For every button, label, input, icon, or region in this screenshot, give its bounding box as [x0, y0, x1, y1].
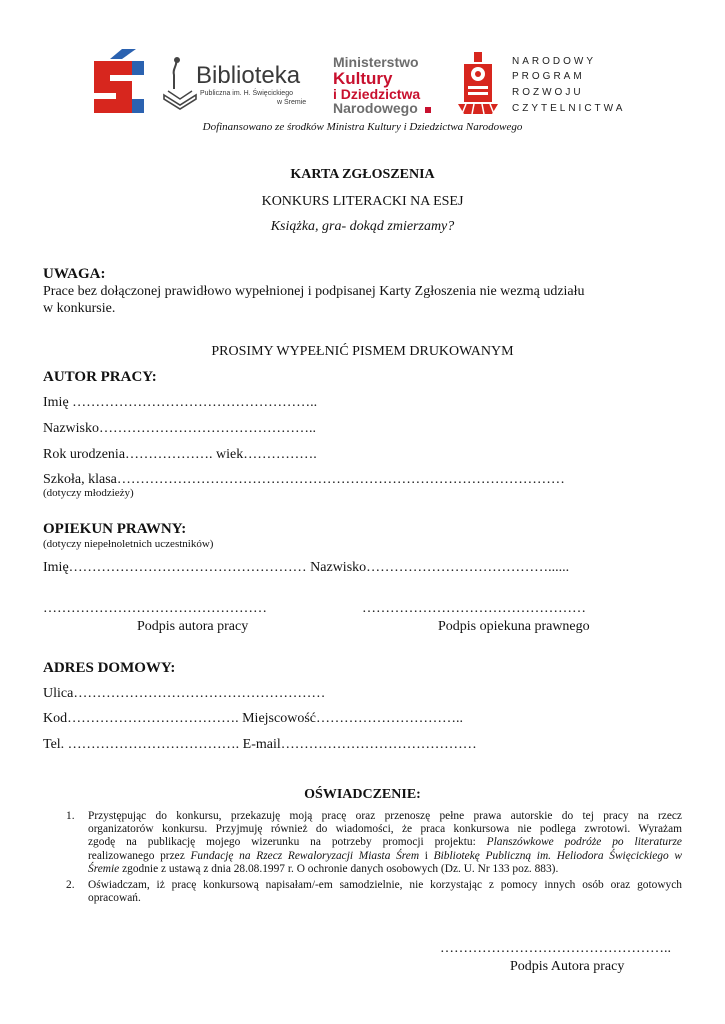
funding-note: Dofinansowano ze środków Ministra Kultury i Dziedzictwa Narodowego — [202, 121, 523, 133]
foundation-name: Fundację na Rzecz Rewaloryzacji Miasta Śrem — [190, 849, 420, 862]
notice-label: UWAGA: — [43, 266, 106, 282]
project-name: Planszówkowe podróże po literaturze — [486, 836, 682, 849]
guardian-note: (dotyczy niepełnoletnich uczestników) — [43, 538, 214, 550]
declaration-heading: OŚWIADCZENIE: — [304, 787, 421, 802]
author-signature-field[interactable]: ………………………………………… — [43, 601, 267, 616]
address-postal-city-field[interactable]: Kod………………………………. Miejscowość………………………….. — [43, 711, 463, 726]
author-school-note: (dotyczy młodzieży) — [43, 487, 134, 499]
declaration-item2-number: 2. — [66, 879, 75, 891]
ministry-logo-line3: i Dziedzictwa — [333, 86, 421, 102]
declaration-item2 — [88, 879, 682, 905]
ministry-logo-line2: Kultury — [333, 69, 393, 88]
library-book-icon — [162, 55, 198, 111]
contest-theme: Książka, gra- dokąd zmierzamy? — [270, 219, 455, 234]
author-signature-label: Podpis autora pracy — [137, 619, 249, 634]
locomotive-logo-icon — [456, 52, 500, 116]
notice-text-line2: w konkursie. — [43, 301, 116, 316]
author-first-name-field[interactable]: Imię …………………………………………….. — [43, 395, 318, 410]
address-street-field[interactable]: Ulica……………………………………………… — [43, 686, 326, 701]
declaration-item1-line5 — [88, 863, 682, 876]
ministry-logo-line1: Ministerstwo — [333, 54, 419, 70]
srem-logo-icon — [92, 47, 146, 115]
author-birth-age-field[interactable]: Rok urodzenia………………. wiek……………. — [43, 447, 317, 462]
declaration-item1-line4-text-a: realizowanego przez — [88, 849, 185, 862]
npr-logo-line3: ROZWOJU — [512, 87, 584, 98]
declaration-item1-line2: organizatorów konkursu. Przyjmuję również do wiadomości, że praca konkursowa nie podlega zwrotowi. Wyrażam — [88, 823, 682, 836]
final-signature-field[interactable]: ………………………………………….. — [440, 941, 671, 956]
declaration-item1-line4 — [88, 850, 682, 863]
author-last-name-field[interactable]: Nazwisko……………………………………….. — [43, 421, 316, 436]
npr-logo-line1: NARODOWY — [512, 56, 596, 67]
declaration-item1-line1: Przystępując do konkursu, przekazuję moją pracę oraz przenoszę pełne prawa autorskie do tej pracy na rzecz — [88, 810, 682, 822]
npr-logo-line2: PROGRAM — [512, 71, 585, 82]
guardian-name-field[interactable]: Imię…………………………………………… Nazwisko…………………………………...... — [43, 560, 570, 575]
library-city: Śremie — [88, 862, 120, 875]
declaration-item1-line5-text: zgodnie z ustawą z dnia 28.08.1997 r. O ochronie danych osobowych (Dz. U. Nr 133 poz. 883). — [122, 862, 559, 875]
guardian-signature-field[interactable]: ………………………………………… — [362, 601, 586, 616]
guardian-signature-label: Podpis opiekuna prawnego — [438, 619, 590, 634]
logo-bar — [0, 0, 725, 125]
declaration-item1-line4-text-b: i — [424, 849, 428, 862]
guardian-heading: OPIEKUN PRAWNY: — [43, 521, 187, 537]
author-school-field[interactable]: Szkoła, klasa…………………………………………………………………………………… — [43, 472, 565, 487]
declaration-item1 — [88, 810, 682, 876]
ministry-logo-dot — [425, 107, 431, 113]
form-subtitle: KONKURS LITERACKI NA ESEJ — [261, 194, 464, 209]
library-logo-subtitle: Publiczna im. H. Święcickiego — [200, 90, 293, 97]
declaration-item1-line3-text: zgodę na publikację mojego wizerunku na potrzeby promocji projektu: — [88, 836, 476, 849]
notice-text-line1: Prace bez dołączonej prawidłowo wypełnionej i podpisanej Karty Zgłoszenia nie wezmą udziału — [43, 284, 585, 299]
npr-logo-line4: CZYTELNICTWA — [512, 103, 626, 114]
form-title: KARTA ZGŁOSZENIA — [290, 167, 435, 182]
declaration-item1-number: 1. — [66, 810, 75, 822]
address-heading: ADRES DOMOWY: — [43, 660, 176, 676]
author-heading: AUTOR PRACY: — [43, 369, 157, 385]
library-logo-name: Biblioteka — [196, 62, 301, 89]
declaration-item2-line2: opracowań. — [88, 892, 141, 905]
declaration-item1-line3 — [88, 836, 682, 849]
final-signature-label: Podpis Autora pracy — [510, 959, 625, 974]
address-phone-email-field[interactable]: Tel. ………………………………. E-mail…………………………………… — [43, 737, 477, 752]
ministry-logo-line4: Narodowego — [333, 100, 418, 116]
print-instruction: PROSIMY WYPEŁNIĆ PISMEM DRUKOWANYM — [211, 344, 514, 359]
library-logo-city: w Śremie — [277, 99, 307, 106]
declaration-item2-line1: Oświadczam, iż pracę konkursową napisałam/-em samodzielnie, nie korzystając z pomocy innych osób oraz gotowych — [88, 879, 682, 891]
library-name: Bibliotekę Publiczną im. Heliodora Święcickiego w — [433, 849, 682, 862]
